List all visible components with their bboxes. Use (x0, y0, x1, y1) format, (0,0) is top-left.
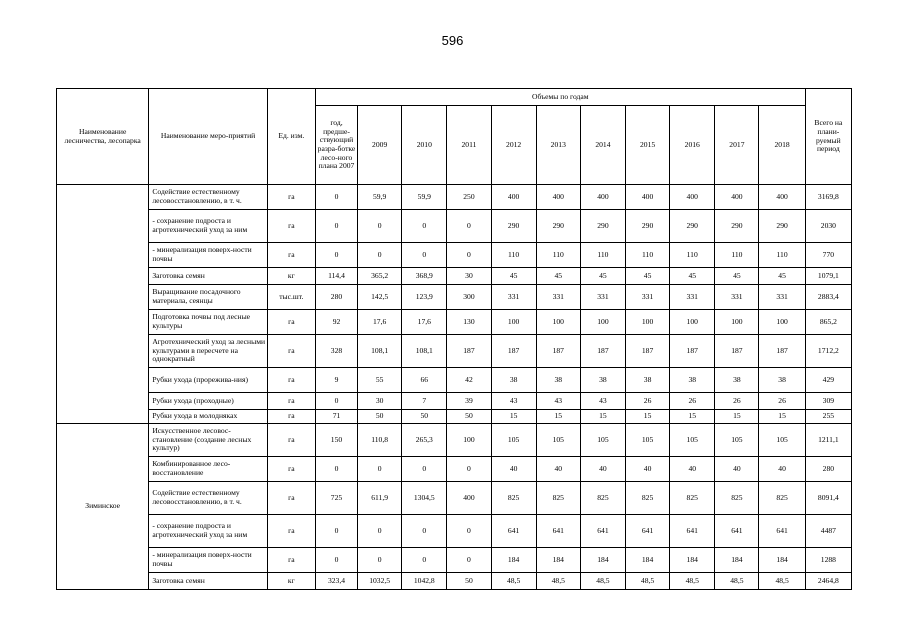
value-cell: 43 (580, 393, 625, 410)
value-cell: 15 (715, 410, 759, 424)
value-cell: 15 (626, 410, 670, 424)
value-cell: 40 (491, 457, 536, 482)
value-cell: 331 (759, 285, 805, 310)
total-cell: 309 (805, 393, 851, 410)
header-year: год, предше-ствующий разра-ботке лесо-ного плана 2007 (315, 106, 357, 185)
value-cell: 0 (315, 457, 357, 482)
value-cell: 48,5 (670, 573, 715, 590)
header-volumes: Объемы по годам (315, 89, 805, 106)
header-year: 2011 (447, 106, 491, 185)
value-cell: 110 (536, 243, 580, 268)
value-cell: 50 (447, 410, 491, 424)
measure-name-cell: Комбинированное лесо-восстановление (149, 457, 267, 482)
value-cell: 400 (536, 185, 580, 210)
value-cell: 641 (491, 515, 536, 548)
measure-name-cell: Искусственное лесовос-становление (создание лесных культур) (149, 424, 267, 457)
table-row (57, 410, 852, 424)
measure-name-cell: Заготовка семян (149, 268, 267, 285)
value-cell: 110 (670, 243, 715, 268)
value-cell: 331 (491, 285, 536, 310)
unit-cell: га (267, 424, 315, 457)
value-cell: 825 (491, 482, 536, 515)
value-cell: 187 (715, 335, 759, 368)
value-cell: 100 (715, 310, 759, 335)
value-cell: 150 (315, 424, 357, 457)
value-cell: 280 (315, 285, 357, 310)
value-cell: 331 (536, 285, 580, 310)
total-cell: 865,2 (805, 310, 851, 335)
value-cell: 1032,5 (358, 573, 402, 590)
value-cell: 184 (580, 548, 625, 573)
value-cell: 110 (759, 243, 805, 268)
value-cell: 45 (580, 268, 625, 285)
total-cell: 2883,4 (805, 285, 851, 310)
value-cell: 0 (402, 457, 447, 482)
value-cell: 400 (626, 185, 670, 210)
value-cell: 38 (580, 368, 625, 393)
value-cell: 123,9 (402, 285, 447, 310)
value-cell: 15 (536, 410, 580, 424)
value-cell: 142,5 (358, 285, 402, 310)
header-year: 2010 (402, 106, 447, 185)
measure-name-cell: - сохранение подроста и агротехнический уход за ним (149, 210, 267, 243)
value-cell: 290 (626, 210, 670, 243)
value-cell: 331 (670, 285, 715, 310)
table-row (57, 185, 852, 210)
value-cell: 114,4 (315, 268, 357, 285)
value-cell: 290 (491, 210, 536, 243)
unit-cell: га (267, 243, 315, 268)
value-cell: 38 (670, 368, 715, 393)
value-cell: 108,1 (358, 335, 402, 368)
value-cell: 30 (358, 393, 402, 410)
value-cell: 45 (715, 268, 759, 285)
total-cell: 1712,2 (805, 335, 851, 368)
value-cell: 0 (402, 515, 447, 548)
value-cell: 105 (580, 424, 625, 457)
table-row (57, 268, 852, 285)
value-cell: 0 (447, 548, 491, 573)
total-cell: 3169,8 (805, 185, 851, 210)
total-cell: 8091,4 (805, 482, 851, 515)
value-cell: 641 (715, 515, 759, 548)
value-cell: 1304,5 (402, 482, 447, 515)
value-cell: 45 (670, 268, 715, 285)
value-cell: 38 (715, 368, 759, 393)
value-cell: 48,5 (580, 573, 625, 590)
total-cell: 1288 (805, 548, 851, 573)
value-cell: 108,1 (402, 335, 447, 368)
value-cell: 331 (626, 285, 670, 310)
table-row (57, 210, 852, 243)
value-cell: 17,6 (358, 310, 402, 335)
value-cell: 38 (759, 368, 805, 393)
value-cell: 38 (491, 368, 536, 393)
table-row (57, 515, 852, 548)
header-year: 2009 (358, 106, 402, 185)
value-cell: 110 (626, 243, 670, 268)
value-cell: 110,8 (358, 424, 402, 457)
value-cell: 110 (580, 243, 625, 268)
value-cell: 187 (580, 335, 625, 368)
value-cell: 26 (759, 393, 805, 410)
value-cell: 184 (715, 548, 759, 573)
unit-cell: га (267, 548, 315, 573)
value-cell: 100 (759, 310, 805, 335)
value-cell: 187 (536, 335, 580, 368)
measure-name-cell: Рубки ухода в молодняках (149, 410, 267, 424)
table-row (57, 285, 852, 310)
value-cell: 825 (715, 482, 759, 515)
total-cell: 4487 (805, 515, 851, 548)
value-cell: 250 (447, 185, 491, 210)
value-cell: 265,3 (402, 424, 447, 457)
value-cell: 400 (447, 482, 491, 515)
header-year: 2016 (670, 106, 715, 185)
value-cell: 290 (715, 210, 759, 243)
value-cell: 48,5 (715, 573, 759, 590)
value-cell: 48,5 (759, 573, 805, 590)
value-cell: 100 (491, 310, 536, 335)
total-cell: 770 (805, 243, 851, 268)
value-cell: 105 (626, 424, 670, 457)
unit-cell: га (267, 368, 315, 393)
value-cell: 50 (402, 410, 447, 424)
unit-cell: га (267, 185, 315, 210)
value-cell: 48,5 (536, 573, 580, 590)
value-cell: 187 (670, 335, 715, 368)
unit-cell: га (267, 457, 315, 482)
table-row (57, 368, 852, 393)
value-cell: 40 (580, 457, 625, 482)
value-cell: 15 (759, 410, 805, 424)
table-row (57, 573, 852, 590)
value-cell: 368,9 (402, 268, 447, 285)
value-cell: 825 (580, 482, 625, 515)
value-cell: 15 (670, 410, 715, 424)
header-year: 2014 (580, 106, 625, 185)
value-cell: 0 (402, 548, 447, 573)
value-cell: 300 (447, 285, 491, 310)
total-cell: 2464,8 (805, 573, 851, 590)
table-row (57, 457, 852, 482)
value-cell: 15 (491, 410, 536, 424)
value-cell: 184 (626, 548, 670, 573)
value-cell: 0 (447, 210, 491, 243)
total-cell: 1211,1 (805, 424, 851, 457)
value-cell: 0 (358, 243, 402, 268)
value-cell: 30 (447, 268, 491, 285)
value-cell: 0 (315, 243, 357, 268)
value-cell: 59,9 (402, 185, 447, 210)
unit-cell: га (267, 310, 315, 335)
value-cell: 15 (580, 410, 625, 424)
value-cell: 50 (447, 573, 491, 590)
unit-cell: кг (267, 268, 315, 285)
value-cell: 825 (536, 482, 580, 515)
value-cell: 26 (715, 393, 759, 410)
value-cell: 641 (536, 515, 580, 548)
measure-name-cell: Подготовка почвы под лесные культуры (149, 310, 267, 335)
forestry-name-cell: Зиминское (57, 424, 149, 590)
value-cell: 26 (626, 393, 670, 410)
value-cell: 641 (759, 515, 805, 548)
value-cell: 611,9 (358, 482, 402, 515)
unit-cell: га (267, 410, 315, 424)
unit-cell: кг (267, 573, 315, 590)
value-cell: 105 (491, 424, 536, 457)
value-cell: 50 (358, 410, 402, 424)
value-cell: 45 (626, 268, 670, 285)
value-cell: 9 (315, 368, 357, 393)
unit-cell: га (267, 210, 315, 243)
value-cell: 400 (580, 185, 625, 210)
value-cell: 0 (315, 393, 357, 410)
value-cell: 825 (670, 482, 715, 515)
value-cell: 290 (580, 210, 625, 243)
value-cell: 105 (715, 424, 759, 457)
value-cell: 187 (491, 335, 536, 368)
measure-name-cell: Заготовка семян (149, 573, 267, 590)
value-cell: 0 (402, 243, 447, 268)
total-cell: 1079,1 (805, 268, 851, 285)
value-cell: 130 (447, 310, 491, 335)
value-cell: 110 (715, 243, 759, 268)
unit-cell: га (267, 482, 315, 515)
value-cell: 187 (626, 335, 670, 368)
value-cell: 43 (491, 393, 536, 410)
value-cell: 331 (715, 285, 759, 310)
value-cell: 100 (447, 424, 491, 457)
value-cell: 7 (402, 393, 447, 410)
value-cell: 0 (358, 457, 402, 482)
value-cell: 0 (358, 210, 402, 243)
value-cell: 100 (580, 310, 625, 335)
value-cell: 71 (315, 410, 357, 424)
unit-cell: тыс.шт. (267, 285, 315, 310)
value-cell: 55 (358, 368, 402, 393)
value-cell: 100 (536, 310, 580, 335)
value-cell: 40 (536, 457, 580, 482)
value-cell: 45 (759, 268, 805, 285)
table-row (57, 335, 852, 368)
value-cell: 100 (626, 310, 670, 335)
value-cell: 59,9 (358, 185, 402, 210)
value-cell: 1042,8 (402, 573, 447, 590)
value-cell: 38 (536, 368, 580, 393)
value-cell: 641 (580, 515, 625, 548)
value-cell: 110 (491, 243, 536, 268)
value-cell: 641 (670, 515, 715, 548)
value-cell: 39 (447, 393, 491, 410)
value-cell: 400 (759, 185, 805, 210)
header-year: 2013 (536, 106, 580, 185)
value-cell: 184 (491, 548, 536, 573)
measure-name-cell: - сохранение подроста и агротехнический уход за ним (149, 515, 267, 548)
value-cell: 38 (626, 368, 670, 393)
value-cell: 725 (315, 482, 357, 515)
value-cell: 43 (536, 393, 580, 410)
value-cell: 184 (536, 548, 580, 573)
measure-name-cell: Выращивание посадочного материала, сеянцы (149, 285, 267, 310)
measure-name-cell: - минерализация поверх-ности почвы (149, 548, 267, 573)
measure-name-cell: Содействие естественному лесовосстановлению, в т. ч. (149, 185, 267, 210)
value-cell: 26 (670, 393, 715, 410)
value-cell: 40 (715, 457, 759, 482)
value-cell: 66 (402, 368, 447, 393)
value-cell: 365,2 (358, 268, 402, 285)
total-cell: 2030 (805, 210, 851, 243)
value-cell: 0 (315, 210, 357, 243)
value-cell: 45 (491, 268, 536, 285)
value-cell: 323,4 (315, 573, 357, 590)
value-cell: 400 (670, 185, 715, 210)
value-cell: 92 (315, 310, 357, 335)
value-cell: 105 (536, 424, 580, 457)
measure-name-cell: - минерализация поверх-ности почвы (149, 243, 267, 268)
value-cell: 290 (759, 210, 805, 243)
value-cell: 328 (315, 335, 357, 368)
value-cell: 187 (759, 335, 805, 368)
header-year: 2018 (759, 106, 805, 185)
value-cell: 400 (715, 185, 759, 210)
header-total: Всего на плани-руемый период (805, 89, 851, 185)
value-cell: 0 (315, 548, 357, 573)
total-cell: 255 (805, 410, 851, 424)
value-cell: 42 (447, 368, 491, 393)
value-cell: 40 (626, 457, 670, 482)
total-cell: 429 (805, 368, 851, 393)
value-cell: 187 (447, 335, 491, 368)
unit-cell: га (267, 393, 315, 410)
value-cell: 105 (759, 424, 805, 457)
value-cell: 45 (536, 268, 580, 285)
value-cell: 0 (402, 210, 447, 243)
value-cell: 0 (447, 243, 491, 268)
value-cell: 641 (626, 515, 670, 548)
measure-name-cell: Рубки ухода (прорежива-ния) (149, 368, 267, 393)
value-cell: 0 (315, 185, 357, 210)
value-cell: 184 (759, 548, 805, 573)
table-body (57, 185, 852, 590)
value-cell: 40 (759, 457, 805, 482)
value-cell: 0 (358, 515, 402, 548)
value-cell: 40 (670, 457, 715, 482)
unit-cell: га (267, 335, 315, 368)
value-cell: 184 (670, 548, 715, 573)
value-cell: 105 (670, 424, 715, 457)
value-cell: 17,6 (402, 310, 447, 335)
total-cell: 280 (805, 457, 851, 482)
table-row (57, 393, 852, 410)
header-measure: Наименование меро-приятий (149, 89, 267, 185)
header-year: 2017 (715, 106, 759, 185)
header-forestry: Наименование лесничества, лесопарка (57, 89, 149, 185)
value-cell: 290 (536, 210, 580, 243)
value-cell: 0 (358, 548, 402, 573)
table-row (57, 310, 852, 335)
value-cell: 48,5 (491, 573, 536, 590)
header-unit: Ед. изм. (267, 89, 315, 185)
unit-cell: га (267, 515, 315, 548)
value-cell: 0 (447, 457, 491, 482)
forestry-name-cell (57, 185, 149, 424)
value-cell: 825 (626, 482, 670, 515)
value-cell: 825 (759, 482, 805, 515)
table-row (57, 482, 852, 515)
forest-measures-table (56, 88, 852, 590)
value-cell: 0 (447, 515, 491, 548)
table-row (57, 424, 852, 457)
page-number: 596 (441, 33, 464, 48)
header-year: 2015 (626, 106, 670, 185)
value-cell: 0 (315, 515, 357, 548)
value-cell: 400 (491, 185, 536, 210)
measure-name-cell: Содействие естественному лесовосстановлению, в т. ч. (149, 482, 267, 515)
value-cell: 100 (670, 310, 715, 335)
measure-name-cell: Рубки ухода (проходные) (149, 393, 267, 410)
header-year: 2012 (491, 106, 536, 185)
table-row (57, 548, 852, 573)
value-cell: 48,5 (626, 573, 670, 590)
value-cell: 331 (580, 285, 625, 310)
measure-name-cell: Агротехнический уход за лесными культурами в пересчете на однократный (149, 335, 267, 368)
value-cell: 290 (670, 210, 715, 243)
table-row (57, 243, 852, 268)
